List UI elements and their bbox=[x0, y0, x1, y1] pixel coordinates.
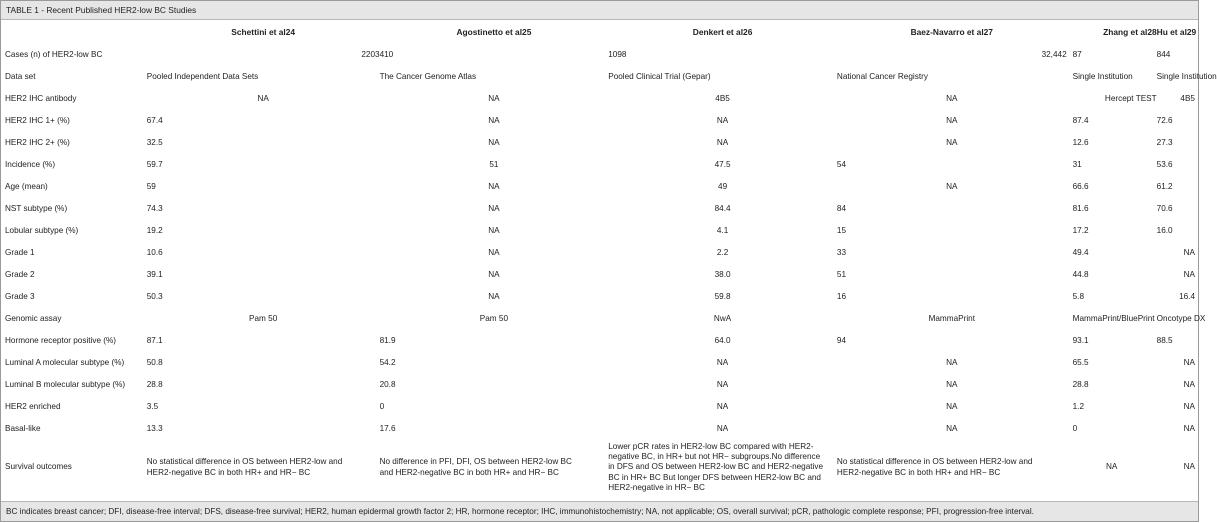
table-cell: 20.8 bbox=[379, 379, 396, 389]
row-label: Hormone receptor positive (%) bbox=[5, 335, 117, 345]
table-cell: 66.6 bbox=[1072, 181, 1089, 191]
table-cell: NA bbox=[488, 269, 500, 279]
table-cell: NA bbox=[488, 93, 500, 103]
row-label: Incidence (%) bbox=[5, 159, 56, 169]
row-label: Data set bbox=[5, 71, 36, 81]
table-row bbox=[5, 153, 1195, 175]
row-label: Basal-like bbox=[5, 423, 41, 433]
table-row bbox=[5, 329, 1195, 351]
row-label: Luminal B molecular subtype (%) bbox=[5, 379, 126, 389]
row-label: Cases (n) of HER2-low BC bbox=[5, 49, 103, 59]
table-cell: 87.1 bbox=[146, 335, 163, 345]
table-cell: NA bbox=[946, 401, 958, 411]
row-label: Genomic assay bbox=[5, 313, 62, 323]
table-cell: NA bbox=[716, 137, 729, 147]
table-cell: 31 bbox=[1072, 159, 1082, 169]
table-row bbox=[5, 175, 1195, 197]
table-cell: NA bbox=[946, 137, 958, 147]
table-cell: 16 bbox=[836, 291, 847, 301]
table-row bbox=[5, 417, 1195, 439]
table-cell: 1.2 bbox=[1072, 401, 1085, 411]
table-cell: 844 bbox=[1156, 49, 1171, 59]
table-cell: NA bbox=[716, 379, 729, 389]
table-cell: 72.6 bbox=[1156, 115, 1173, 125]
table-cell: 13.3 bbox=[146, 423, 163, 433]
table-cell: 39.1 bbox=[146, 269, 163, 279]
table-cell: NA bbox=[946, 357, 958, 367]
table-row bbox=[5, 285, 1195, 307]
table-cell: 54 bbox=[836, 159, 847, 169]
table-cell: 27.3 bbox=[1156, 137, 1173, 147]
table-cell: 1098 bbox=[608, 49, 627, 59]
table-cell: 0 bbox=[379, 401, 385, 411]
survival-text: No statistical difference in OS between HER2-low and HER2-negative BC in both HR+ and HR− BC bbox=[146, 457, 343, 477]
table-title: TABLE 1 - Recent Published HER2-low BC Studies bbox=[1, 1, 1198, 20]
table-cell: NA bbox=[1183, 379, 1195, 389]
table-cell: 51 bbox=[489, 159, 499, 169]
table-cell: 81.6 bbox=[1072, 203, 1089, 213]
table-row bbox=[5, 131, 1195, 153]
header-agostinetto: Agostinetto et al25 bbox=[456, 27, 532, 37]
table-cell: NA bbox=[1183, 247, 1195, 257]
table-row bbox=[5, 65, 1195, 87]
row-label: HER2 IHC antibody bbox=[5, 93, 77, 103]
table-cell: Oncotype DX bbox=[1156, 313, 1206, 323]
table-cell: 410 bbox=[379, 49, 394, 59]
survival-text: Lower pCR rates in HER2-low BC compared with HER2-negative BC, in HR+ but not HR− subgroups.No difference in DFS and OS between HER2-low BC and HER2-negative BC in HR+ BC But longer DFS between HER2-low BC and HER2-negative in HR− BC bbox=[608, 441, 824, 492]
table-cell: 2203 bbox=[361, 49, 380, 59]
table-cell: The Cancer Genome Atlas bbox=[379, 71, 477, 81]
table-cell: NA bbox=[946, 379, 958, 389]
table-cell: NA bbox=[257, 93, 269, 103]
table-cell: 53.6 bbox=[1156, 159, 1173, 169]
table-cell: NA bbox=[1183, 462, 1195, 472]
table-cell: 88.5 bbox=[1156, 335, 1173, 345]
table-row bbox=[5, 307, 1195, 329]
row-label: HER2 IHC 2+ (%) bbox=[5, 137, 70, 147]
table-cell: NA bbox=[488, 203, 500, 213]
row-label: NST subtype (%) bbox=[5, 203, 68, 213]
table-cell: NA bbox=[946, 115, 958, 125]
table-cell: 10.6 bbox=[146, 247, 163, 257]
table-cell: 59 bbox=[146, 181, 156, 191]
table-row bbox=[5, 219, 1195, 241]
table-row bbox=[5, 263, 1195, 285]
table-cell: NwA bbox=[713, 313, 732, 323]
header-baez-navarro: Baez-Navarro et al27 bbox=[910, 27, 993, 37]
table-cell: 4B5 bbox=[1180, 93, 1195, 103]
table-cell: 51 bbox=[836, 269, 847, 279]
row-label: Grade 2 bbox=[5, 269, 35, 279]
table-cell: 38.0 bbox=[714, 269, 731, 279]
table-cell: 81.9 bbox=[379, 335, 396, 345]
table-cell: 87 bbox=[1072, 49, 1082, 59]
table-cell: 32.5 bbox=[146, 137, 163, 147]
table-cell: NA bbox=[1183, 401, 1195, 411]
table-cell: NA bbox=[488, 181, 500, 191]
table-cell: NA bbox=[946, 423, 958, 433]
header-zhang: Zhang et al28 bbox=[1103, 27, 1157, 37]
table-cell: 64.0 bbox=[714, 335, 731, 345]
table-cell bbox=[147, 439, 380, 496]
table-cell: 54.2 bbox=[379, 357, 396, 367]
table-cell: NA bbox=[716, 357, 729, 367]
table-cell: NA bbox=[1105, 462, 1118, 472]
row-label: Luminal A molecular subtype (%) bbox=[5, 357, 125, 367]
header-cell-blank bbox=[5, 21, 147, 43]
table-cell: 47.5 bbox=[714, 159, 731, 169]
table-cell: 49 bbox=[718, 181, 728, 191]
table-row bbox=[5, 43, 1195, 65]
table-cell: MammaPrint/BluePrint bbox=[1072, 313, 1155, 323]
survival-text: No difference in PFI, DFI, OS between HER2-low BC and HER2-negative BC in both HR+ and HR− BC bbox=[379, 457, 572, 477]
table-row bbox=[5, 351, 1195, 373]
table-cell: 59.7 bbox=[146, 159, 163, 169]
table-cell: Pooled Clinical Trial (Gepar) bbox=[608, 71, 711, 81]
studies-table bbox=[5, 21, 1217, 496]
table-cell: NA bbox=[716, 115, 729, 125]
header-denkert: Denkert et al26 bbox=[692, 27, 753, 37]
row-label: HER2 enriched bbox=[5, 401, 61, 411]
table-cell: 15 bbox=[836, 225, 847, 235]
table-row bbox=[5, 109, 1195, 131]
table-cell: 87.4 bbox=[1072, 115, 1089, 125]
table-cell: NA bbox=[488, 137, 500, 147]
header-schettini: Schettini et al24 bbox=[231, 27, 296, 37]
table-cell bbox=[837, 439, 1067, 496]
table-cell: 4.1 bbox=[716, 225, 729, 235]
table-cell: NA bbox=[488, 291, 500, 301]
table-cell: 67.4 bbox=[146, 115, 163, 125]
table-cell: 93.1 bbox=[1072, 335, 1089, 345]
table-cell: 49.4 bbox=[1072, 247, 1089, 257]
table-row bbox=[5, 87, 1195, 109]
table-cell: 3.5 bbox=[146, 401, 159, 411]
table-cell: 33 bbox=[836, 247, 847, 257]
row-label: HER2 IHC 1+ (%) bbox=[5, 115, 70, 125]
header-row bbox=[5, 21, 1195, 43]
table-row bbox=[5, 241, 1195, 263]
table-cell: Single Institution bbox=[1072, 71, 1133, 81]
table-cell: NA bbox=[488, 247, 500, 257]
table-footnote: BC indicates breast cancer; DFI, disease-free interval; DFS, disease-free survival; HER2, human epidermal growth factor 2; HR, hormone receptor; IHC, immunohistochemistry; NA, not applicable; OS, overall survival; pCR, pathologic complete response; PFI, progression-free interval. bbox=[1, 501, 1198, 521]
table-cell: 70.6 bbox=[1156, 203, 1173, 213]
header-hu: Hu et al29 bbox=[1156, 27, 1197, 37]
table-cell: NA bbox=[488, 115, 500, 125]
table-cell: 17.6 bbox=[379, 423, 396, 433]
table-cell: 32,442 bbox=[1041, 49, 1067, 59]
table-cell: 5.8 bbox=[1072, 291, 1085, 301]
table-cell: NA bbox=[488, 225, 500, 235]
table-cell: Single Institution bbox=[1156, 71, 1217, 81]
table-cell bbox=[380, 439, 609, 496]
table-cell: NA bbox=[1183, 269, 1195, 279]
table-cell: NA bbox=[1183, 423, 1195, 433]
row-label: Age (mean) bbox=[5, 181, 48, 191]
table-cell: Hercept TEST bbox=[1104, 93, 1157, 103]
table-row bbox=[5, 373, 1195, 395]
table-cell: NA bbox=[1183, 357, 1195, 367]
table-cell: 16.4 bbox=[1179, 291, 1195, 301]
table-row-survival bbox=[5, 439, 1195, 496]
table-cell: National Cancer Registry bbox=[836, 71, 928, 81]
table-row bbox=[5, 197, 1195, 219]
survival-text: No statistical difference in OS between HER2-low and HER2-negative BC in both HR+ and HR− BC bbox=[836, 457, 1033, 477]
table-cell: NA bbox=[716, 423, 729, 433]
row-label: Grade 3 bbox=[5, 291, 35, 301]
table-cell: MammaPrint bbox=[928, 313, 975, 323]
table-cell: 61.2 bbox=[1156, 181, 1173, 191]
table-cell bbox=[608, 439, 837, 496]
row-label: Survival outcomes bbox=[5, 462, 72, 472]
table-cell: Pam 50 bbox=[249, 313, 278, 323]
table-cell: 19.2 bbox=[146, 225, 163, 235]
table-cell: 50.3 bbox=[146, 291, 163, 301]
table-row bbox=[5, 395, 1195, 417]
table-cell: NA bbox=[946, 93, 958, 103]
table-cell: NA bbox=[946, 181, 958, 191]
table-cell: 59.8 bbox=[714, 291, 731, 301]
table-cell: 17.2 bbox=[1072, 225, 1089, 235]
table-cell: Pam 50 bbox=[479, 313, 508, 323]
table-cell: 16.0 bbox=[1156, 225, 1173, 235]
table-cell: 94 bbox=[836, 335, 847, 345]
table-cell: 4B5 bbox=[715, 93, 730, 103]
table-cell: NA bbox=[716, 401, 729, 411]
table-cell: 50.8 bbox=[146, 357, 163, 367]
table-cell: 0 bbox=[1072, 423, 1078, 433]
table-cell: 44.8 bbox=[1072, 269, 1089, 279]
row-label: Lobular subtype (%) bbox=[5, 225, 79, 235]
table-cell: 2.2 bbox=[716, 247, 729, 257]
table-cell: 65.5 bbox=[1072, 357, 1089, 367]
table-cell: 84.4 bbox=[714, 203, 731, 213]
table-cell: 12.6 bbox=[1072, 137, 1089, 147]
table-cell: Pooled Independent Data Sets bbox=[146, 71, 259, 81]
table-cell: 74.3 bbox=[146, 203, 163, 213]
row-label: Grade 1 bbox=[5, 247, 35, 257]
table-cell: 28.8 bbox=[146, 379, 163, 389]
table-cell: 84 bbox=[836, 203, 847, 213]
table-cell: 28.8 bbox=[1072, 379, 1089, 389]
